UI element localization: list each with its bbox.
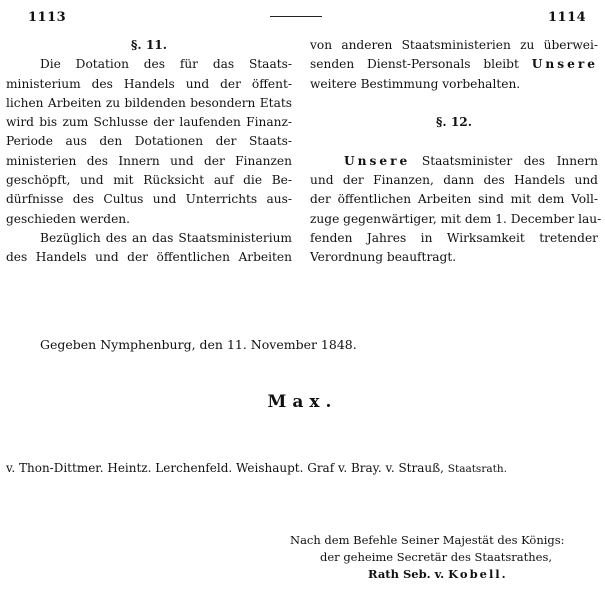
text-line: Die Dotation des für das Staats- [40,57,292,72]
text-line: der öffentlichen Arbeiten sind mit dem Voll- [310,192,598,207]
spacer [310,132,598,151]
text-line: Verordnung beauftragt. [310,250,457,265]
emphasis-unsere: Unsere [344,153,411,168]
text-line: lichen Arbeiten zu bildenden besondern Etats [6,95,292,110]
text-line: und der Finanzen, dann des Handels und [310,173,598,188]
order-block [290,532,565,583]
section-heading-12: §. 12. [435,115,473,130]
text-line [310,152,598,171]
text-line: wird bis zum Schlusse der laufenden Finanz- [6,115,292,130]
text-line: geschieden werden. [6,211,130,226]
signers-names: v. Thon-Dittmer. Heintz. Lerchenfeld. Weishaupt. Graf v. Bray. v. Strauß, [6,461,444,475]
text-line: dürfnisse des Cultus und Unterrichts aus- [6,192,292,207]
text-line: Bezüglich des an das Staatsministerium [40,230,292,245]
text-line: ministerien des Innern und der Finanzen [6,153,292,168]
text-fragment: senden Dienst-Personals bleibt [310,57,519,72]
signers-line [6,461,604,475]
section-heading-11: §. 11. [130,38,168,52]
order-line-2: der geheime Secretär des Staatsrathes, [320,550,553,564]
page-number-left: 1113 [28,10,67,25]
signers-title: Staatsrath. [447,463,507,475]
text-line: ministerium des Handels und der öffent- [6,76,292,91]
secretary-name: Kobell. [448,567,508,581]
page-number-right: 1114 [548,10,587,25]
order-line-1: Nach dem Befehle Seiner Majestät des Königs: [290,533,565,547]
order-line-3 [290,566,565,583]
secretary-prefix: Rath Seb. v. [368,567,445,581]
text-fragment: Staatsminister des Innern [421,153,598,168]
left-column [6,36,292,268]
given-date-line: Gegeben Nymphenburg, den 11. November 1848. [40,337,357,352]
text-line: geschöpft, und mit Rücksicht auf die Be- [6,173,292,188]
ruler-signature: Max. [267,392,338,412]
text-line: weitere Bestimmung vorbehalten. [310,76,521,91]
text-line: zuge gegenwärtiger, mit dem 1. December lau- [310,211,602,226]
text-line: des Handels und der öffentlichen Arbeiten [6,250,292,265]
spacer [310,94,598,113]
text-line: Periode aus den Dotationen der Staats- [6,134,292,149]
emphasis-unsere: Unsere [531,57,598,72]
text-line: fenden Jahres in Wirksamkeit tretender [310,230,598,245]
top-rule [270,16,322,17]
right-column [310,36,602,268]
text-line [310,55,598,74]
text-line: von anderen Staatsministerien zu überwei- [310,38,598,52]
